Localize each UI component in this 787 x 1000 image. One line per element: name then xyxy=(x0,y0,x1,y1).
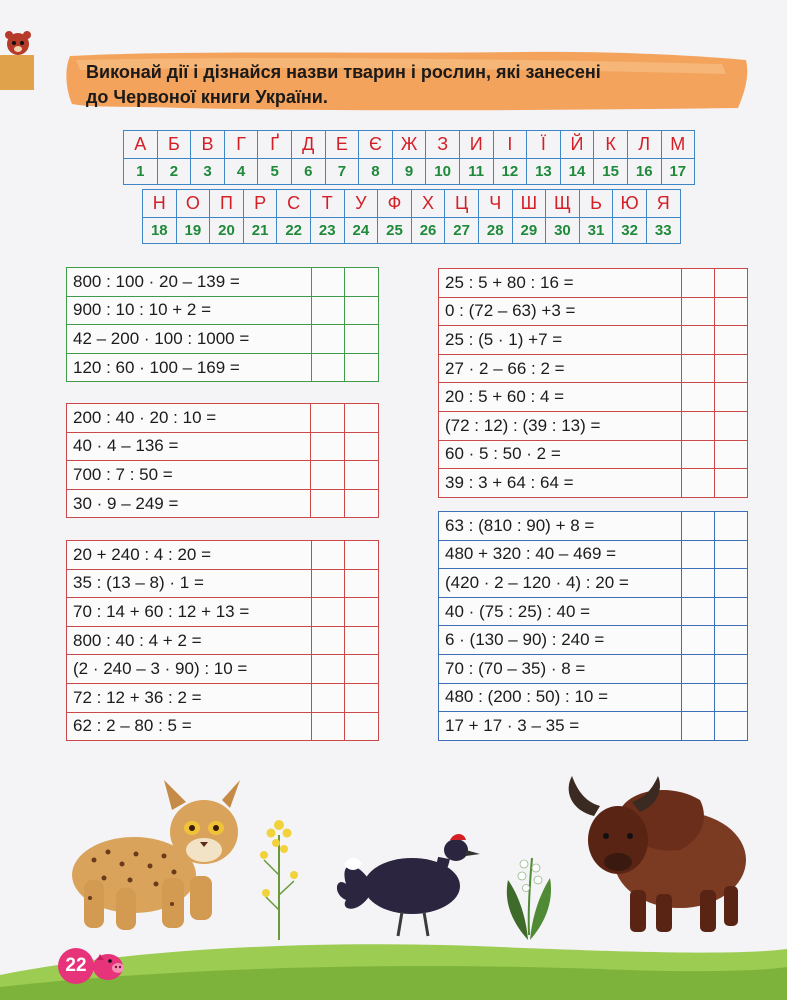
letter-cell: Й xyxy=(560,131,594,159)
answer-cell[interactable] xyxy=(345,655,379,684)
alphabet-letters-row xyxy=(124,131,695,159)
answer-cell[interactable] xyxy=(715,354,748,383)
lily-of-the-valley-illustration xyxy=(500,850,558,940)
number-cell: 9 xyxy=(392,159,426,185)
answer-cell[interactable] xyxy=(311,461,345,490)
exercise-expression: 800 : 100 · 20 – 139 = xyxy=(67,268,312,297)
answer-cell[interactable] xyxy=(311,325,345,354)
letter-cell: Е xyxy=(325,131,359,159)
number-cell: 29 xyxy=(512,218,546,244)
pig-icon xyxy=(92,950,126,982)
exercise-table-3 xyxy=(66,540,379,741)
exercise-row xyxy=(67,569,379,598)
number-cell: 12 xyxy=(493,159,527,185)
exercise-expression: (420 · 2 – 120 · 4) : 20 = xyxy=(439,569,682,598)
answer-cell[interactable] xyxy=(682,383,715,412)
answer-cell[interactable] xyxy=(682,654,715,683)
answer-cell[interactable] xyxy=(715,469,748,498)
exercise-expression: 20 : 5 + 60 : 4 = xyxy=(439,383,682,412)
answer-cell[interactable] xyxy=(715,654,748,683)
answer-cell[interactable] xyxy=(311,598,345,627)
number-cell: 3 xyxy=(191,159,225,185)
number-cell: 6 xyxy=(291,159,325,185)
letter-cell: Р xyxy=(243,190,277,218)
answer-cell[interactable] xyxy=(715,683,748,712)
letter-cell: П xyxy=(210,190,244,218)
exercise-expression: 40 · 4 – 136 = xyxy=(67,432,311,461)
exercise-row xyxy=(439,440,748,469)
exercise-row xyxy=(439,626,748,655)
answer-cell[interactable] xyxy=(715,626,748,655)
mascot-icon xyxy=(0,30,40,90)
number-cell: 1 xyxy=(124,159,158,185)
answer-cell[interactable] xyxy=(682,326,715,355)
answer-cell[interactable] xyxy=(311,712,345,741)
number-cell: 24 xyxy=(344,218,378,244)
number-cell: 32 xyxy=(613,218,647,244)
answer-cell[interactable] xyxy=(345,404,379,433)
answer-cell[interactable] xyxy=(345,432,379,461)
letter-cell: І xyxy=(493,131,527,159)
letter-cell: В xyxy=(191,131,225,159)
number-cell: 23 xyxy=(310,218,344,244)
exercise-expression: 17 + 17 · 3 – 35 = xyxy=(439,712,682,741)
exercise-row xyxy=(67,541,379,570)
letter-cell: О xyxy=(176,190,210,218)
answer-cell[interactable] xyxy=(682,569,715,598)
letter-cell: Ї xyxy=(527,131,561,159)
letter-cell: А xyxy=(124,131,158,159)
answer-cell[interactable] xyxy=(715,569,748,598)
answer-cell[interactable] xyxy=(345,541,379,570)
exercise-expression: (2 · 240 – 3 · 90) : 10 = xyxy=(67,655,312,684)
answer-cell[interactable] xyxy=(715,597,748,626)
exercise-expression: 72 : 12 + 36 : 2 = xyxy=(67,683,312,712)
exercise-expression: 900 : 10 : 10 + 2 = xyxy=(67,296,312,325)
exercise-row xyxy=(439,269,748,298)
exercise-expression: 200 : 40 · 20 : 10 = xyxy=(67,404,311,433)
answer-cell[interactable] xyxy=(682,540,715,569)
exercise-expression: 25 : (5 · 1) +7 = xyxy=(439,326,682,355)
exercise-expression: 70 : 14 + 60 : 12 + 13 = xyxy=(67,598,312,627)
exercise-row xyxy=(439,683,748,712)
answer-cell[interactable] xyxy=(682,354,715,383)
answer-cell[interactable] xyxy=(715,411,748,440)
number-cell: 10 xyxy=(426,159,460,185)
exercise-row xyxy=(67,683,379,712)
number-cell: 8 xyxy=(359,159,393,185)
number-cell: 16 xyxy=(627,159,661,185)
exercise-table-1 xyxy=(66,267,379,382)
exercise-expression: 480 + 320 : 40 – 469 = xyxy=(439,540,682,569)
answer-cell[interactable] xyxy=(715,326,748,355)
page-number: 22 xyxy=(58,948,94,984)
exercise-expression: 62 : 2 – 80 : 5 = xyxy=(67,712,312,741)
exercise-expression: 480 : (200 : 50) : 10 = xyxy=(439,683,682,712)
exercise-expression: 39 : 3 + 64 : 64 = xyxy=(439,469,682,498)
letter-cell: Я xyxy=(646,190,680,218)
page-header xyxy=(0,0,787,110)
answer-cell[interactable] xyxy=(311,626,345,655)
exercise-row xyxy=(67,325,379,354)
exercise-expression: 25 : 5 + 80 : 16 = xyxy=(439,269,682,298)
answer-cell[interactable] xyxy=(311,268,345,297)
number-cell: 26 xyxy=(411,218,445,244)
number-cell: 11 xyxy=(459,159,493,185)
exercise-expression: 20 + 240 : 4 : 20 = xyxy=(67,541,312,570)
letter-cell: Ч xyxy=(478,190,512,218)
letter-cell: Ж xyxy=(392,131,426,159)
exercise-row xyxy=(67,598,379,627)
exercise-row xyxy=(439,597,748,626)
exercise-row xyxy=(439,411,748,440)
answer-cell[interactable] xyxy=(682,626,715,655)
exercise-table-4 xyxy=(438,268,748,498)
number-cell: 7 xyxy=(325,159,359,185)
answer-cell[interactable] xyxy=(345,683,379,712)
exercise-expression: 42 – 200 · 100 : 1000 = xyxy=(67,325,312,354)
letter-cell: Ш xyxy=(512,190,546,218)
letter-cell: Б xyxy=(157,131,191,159)
exercise-row xyxy=(67,268,379,297)
letter-cell: Х xyxy=(411,190,445,218)
answer-cell[interactable] xyxy=(715,269,748,298)
answer-cell[interactable] xyxy=(345,353,379,382)
number-cell: 27 xyxy=(445,218,479,244)
exercise-expression: 27 · 2 – 66 : 2 = xyxy=(439,354,682,383)
exercise-expression: 800 : 40 : 4 + 2 = xyxy=(67,626,312,655)
letter-cell: Л xyxy=(627,131,661,159)
bison-illustration xyxy=(560,770,750,935)
task-instruction xyxy=(86,60,726,110)
answer-cell[interactable] xyxy=(345,325,379,354)
answer-cell[interactable] xyxy=(311,296,345,325)
exercise-expression: (72 : 12) : (39 : 13) = xyxy=(439,411,682,440)
letter-cell: Щ xyxy=(546,190,580,218)
exercise-row xyxy=(439,326,748,355)
answer-cell[interactable] xyxy=(311,353,345,382)
alphabet-letters-row xyxy=(143,190,681,218)
exercise-table-2 xyxy=(66,403,379,518)
answer-cell[interactable] xyxy=(345,626,379,655)
answer-cell[interactable] xyxy=(345,489,379,518)
letter-cell: Д xyxy=(291,131,325,159)
number-cell: 13 xyxy=(527,159,561,185)
answer-cell[interactable] xyxy=(345,598,379,627)
answer-cell[interactable] xyxy=(715,712,748,741)
number-cell: 19 xyxy=(176,218,210,244)
number-cell: 20 xyxy=(210,218,244,244)
exercise-row xyxy=(439,540,748,569)
letter-cell: Ь xyxy=(579,190,613,218)
number-cell: 33 xyxy=(646,218,680,244)
answer-cell[interactable] xyxy=(715,540,748,569)
answer-cell[interactable] xyxy=(311,683,345,712)
letter-cell: Є xyxy=(359,131,393,159)
answer-cell[interactable] xyxy=(311,489,345,518)
answer-cell[interactable] xyxy=(715,440,748,469)
task-line-2: до Червоної книги України. xyxy=(86,87,328,107)
exercise-expression: 40 · (75 : 25) : 40 = xyxy=(439,597,682,626)
number-cell: 30 xyxy=(546,218,580,244)
number-cell: 2 xyxy=(157,159,191,185)
number-cell: 28 xyxy=(478,218,512,244)
alphabet-table-2 xyxy=(142,189,681,244)
answer-cell[interactable] xyxy=(311,655,345,684)
exercise-row xyxy=(67,655,379,684)
exercise-row xyxy=(67,404,379,433)
exercise-expression: 63 : (810 : 90) + 8 = xyxy=(439,512,682,541)
exercise-row xyxy=(439,654,748,683)
letter-cell: К xyxy=(594,131,628,159)
exercise-expression: 6 · (130 – 90) : 240 = xyxy=(439,626,682,655)
alphabet-table-1 xyxy=(123,130,695,185)
exercise-row xyxy=(439,383,748,412)
answer-cell[interactable] xyxy=(311,541,345,570)
letter-cell: И xyxy=(459,131,493,159)
letter-cell: Ц xyxy=(445,190,479,218)
answer-cell[interactable] xyxy=(682,440,715,469)
exercise-row xyxy=(439,354,748,383)
letter-cell: Н xyxy=(143,190,177,218)
number-cell: 15 xyxy=(594,159,628,185)
letter-cell: З xyxy=(426,131,460,159)
number-cell: 21 xyxy=(243,218,277,244)
exercise-row xyxy=(439,569,748,598)
answer-cell[interactable] xyxy=(715,512,748,541)
number-cell: 4 xyxy=(224,159,258,185)
answer-cell[interactable] xyxy=(682,712,715,741)
answer-cell[interactable] xyxy=(345,296,379,325)
answer-cell[interactable] xyxy=(345,461,379,490)
exercise-row xyxy=(439,712,748,741)
task-line-1: Виконай дії і дізнайся назви тварин і рослин, які занесені xyxy=(86,62,601,82)
answer-cell[interactable] xyxy=(682,269,715,298)
yellow-flower-illustration xyxy=(254,815,304,940)
exercise-expression: 30 · 9 – 249 = xyxy=(67,489,311,518)
alphabet-numbers-row xyxy=(124,159,695,185)
exercise-table-5 xyxy=(438,511,748,741)
exercise-expression: 60 · 5 : 50 · 2 = xyxy=(439,440,682,469)
answer-cell[interactable] xyxy=(682,469,715,498)
number-cell: 25 xyxy=(378,218,412,244)
exercise-row xyxy=(67,432,379,461)
letter-cell: М xyxy=(661,131,695,159)
number-cell: 14 xyxy=(560,159,594,185)
alphabet-numbers-row xyxy=(143,218,681,244)
answer-cell[interactable] xyxy=(345,268,379,297)
letter-cell: Т xyxy=(310,190,344,218)
exercise-row xyxy=(67,712,379,741)
exercise-expression: 120 : 60 · 100 – 169 = xyxy=(67,353,312,382)
exercise-row xyxy=(67,296,379,325)
number-cell: 5 xyxy=(258,159,292,185)
answer-cell[interactable] xyxy=(682,597,715,626)
answer-cell[interactable] xyxy=(682,411,715,440)
answer-cell[interactable] xyxy=(311,404,345,433)
letter-cell: Ґ xyxy=(258,131,292,159)
exercise-row xyxy=(439,297,748,326)
answer-cell[interactable] xyxy=(311,569,345,598)
answer-cell[interactable] xyxy=(715,297,748,326)
black-grouse-illustration xyxy=(332,828,484,940)
lynx-illustration xyxy=(64,780,244,935)
exercise-expression: 70 : (70 – 35) · 8 = xyxy=(439,654,682,683)
exercise-expression: 35 : (13 – 8) · 1 = xyxy=(67,569,312,598)
letter-cell: С xyxy=(277,190,311,218)
letter-cell: Ю xyxy=(613,190,647,218)
exercise-row xyxy=(439,469,748,498)
exercise-expression: 0 : (72 – 63) +3 = xyxy=(439,297,682,326)
answer-cell[interactable] xyxy=(682,683,715,712)
exercise-row xyxy=(67,489,379,518)
exercise-row xyxy=(439,512,748,541)
answer-cell[interactable] xyxy=(682,297,715,326)
answer-cell[interactable] xyxy=(311,432,345,461)
answer-cell[interactable] xyxy=(682,512,715,541)
number-cell: 18 xyxy=(143,218,177,244)
letter-cell: Ф xyxy=(378,190,412,218)
letter-cell: У xyxy=(344,190,378,218)
number-cell: 17 xyxy=(661,159,695,185)
answer-cell[interactable] xyxy=(345,712,379,741)
answer-cell[interactable] xyxy=(715,383,748,412)
exercise-expression: 700 : 7 : 50 = xyxy=(67,461,311,490)
number-cell: 22 xyxy=(277,218,311,244)
answer-cell[interactable] xyxy=(345,569,379,598)
exercise-row xyxy=(67,353,379,382)
exercise-row xyxy=(67,461,379,490)
exercise-row xyxy=(67,626,379,655)
letter-cell: Г xyxy=(224,131,258,159)
number-cell: 31 xyxy=(579,218,613,244)
